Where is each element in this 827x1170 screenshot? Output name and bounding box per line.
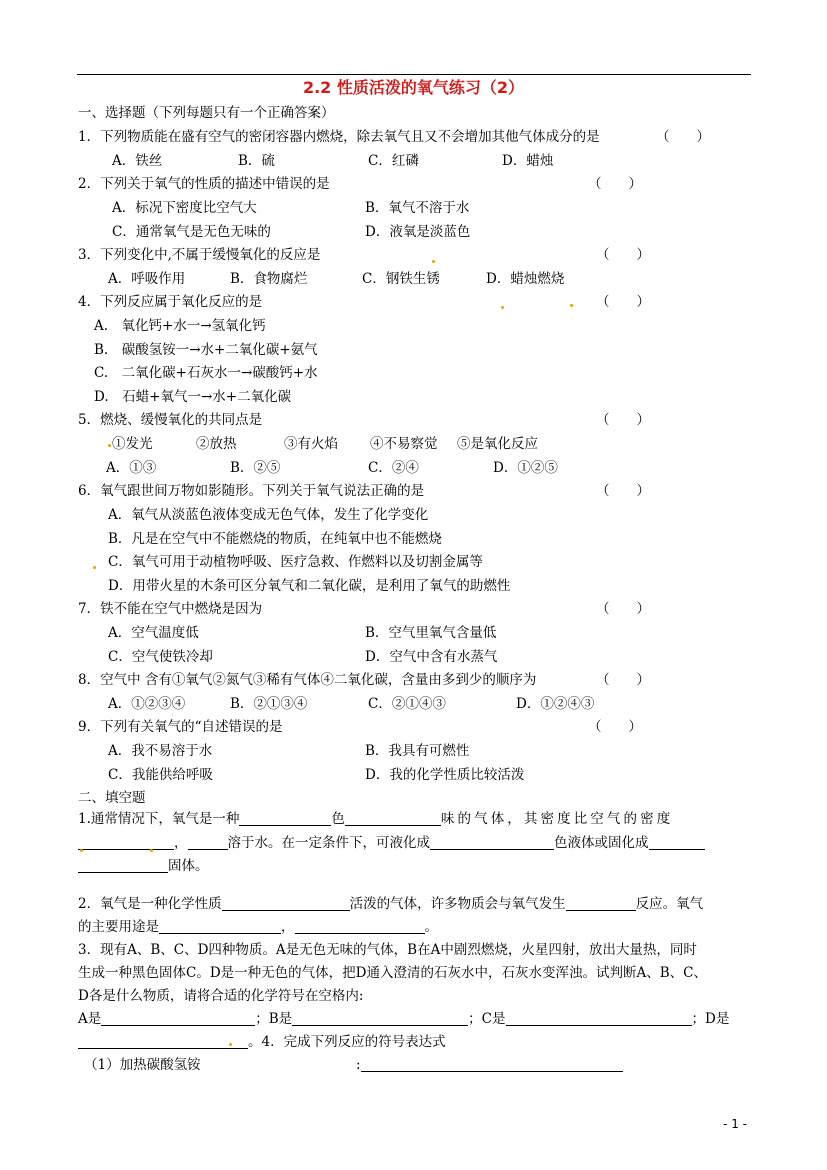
- question-3-answer-paren: （ ）: [596, 247, 650, 263]
- fill-3-label-d: ；D是: [691, 1011, 730, 1027]
- fill-3-label-b: ；B是: [255, 1011, 293, 1027]
- fill-2-line-2: [78, 918, 438, 936]
- fill-1-text-2: 色: [331, 811, 345, 827]
- stray-dot: [150, 849, 153, 852]
- fill-4-item-1-answer: [356, 1056, 623, 1074]
- question-3-stem: 3．下列变化中,不属于缓慢氧化的反应是: [78, 247, 321, 263]
- q5-item-5: ⑤是氧化反应: [457, 436, 538, 452]
- q5-option-a: A．①③: [106, 460, 157, 476]
- q4-option-b: B. 碳酸氢铵一→水+二氧化碳+氨气: [94, 342, 318, 358]
- fill-3-line-4: [78, 1010, 729, 1028]
- question-6-answer-paren: （ ）: [596, 483, 650, 499]
- q7-option-c: C．空气使铁冷却: [108, 649, 213, 665]
- question-6-stem: 6．氧气跟世间万物如影随形。下列关于氧气说法正确的是: [78, 483, 425, 499]
- fill-3-blank-b[interactable]: [292, 1011, 468, 1026]
- page-number: - 1 -: [723, 1117, 747, 1131]
- fill-3-tail: 。4．完成下列反应的符号表达式: [248, 1034, 446, 1050]
- question-8-stem: 8．空气中 含有①氧气②氮气③稀有气体④二氧化碳，含量由多到少的顺序为: [78, 672, 537, 688]
- fill-1-line-1: [78, 810, 673, 828]
- q2-option-a: A．标况下密度比空气大: [112, 200, 257, 216]
- page-title: 2.2 性质活泼的氧气练习（2）: [302, 78, 525, 97]
- q9-option-d: D．我的化学性质比较活泼: [365, 767, 525, 783]
- fill-2-blank-use-2[interactable]: [295, 919, 425, 934]
- q4-option-a: A. 氧化钙+水一→氢氧化钙: [94, 318, 266, 334]
- question-4-stem: 4．下列反应属于氧化反应的是: [78, 294, 263, 310]
- fill-3-line-2: 生成一种黑色固体C。D是一种无色的气体，把D通入澄清的石灰水中，石灰水变浑浊。试判断A、B、C、: [78, 965, 707, 981]
- q3-option-a: A．呼吸作用: [108, 271, 186, 287]
- fill-3-blank-d[interactable]: [78, 1034, 248, 1049]
- fill-1-text-5: 溶于水。在一定条件下，可液化成: [227, 835, 430, 851]
- stray-dot: [570, 304, 573, 307]
- fill-4-item-1: （1）加热碳酸氢铵: [84, 1057, 201, 1073]
- fill-2-text-5: ，: [281, 919, 295, 935]
- q5-option-d: D．①②⑤: [493, 460, 558, 476]
- q2-option-c: C．通常氧气是无色无味的: [112, 224, 271, 240]
- fill-1-text-7: 固体。: [168, 858, 209, 874]
- fill-3-label-a: A是: [78, 1011, 102, 1027]
- q6-option-d: D．用带火星的木条可区分氧气和二氧化碳，是利用了氧气的助燃性: [108, 578, 511, 594]
- q4-option-c: C. 二氧化碳+石灰水一→碳酸钙+水: [94, 365, 318, 381]
- stray-dot: [93, 566, 96, 569]
- fill-1-text-1: 1.通常情况下，氧气是一种: [78, 811, 240, 827]
- question-7-stem: 7．铁不能在空气中燃烧是因为: [78, 601, 263, 617]
- fill-1-blank-color[interactable]: [239, 811, 331, 826]
- question-1-answer-paren: （ ）: [656, 129, 710, 145]
- question-2-answer-paren: （ ）: [588, 176, 642, 192]
- fill-4-colon: :: [356, 1057, 361, 1073]
- stray-dot: [501, 306, 504, 309]
- q4-option-d: D. 石蜡+氧气一→水+二氧化碳: [94, 389, 292, 405]
- fill-1-blank-solubility[interactable]: [188, 835, 228, 850]
- q6-option-b: B．凡是在空气中不能燃烧的物质，在纯氧中也不能燃烧: [108, 531, 442, 547]
- fill-1-text-6: 色液体或固化成: [554, 835, 649, 851]
- fill-2-text-6: 。: [424, 919, 438, 935]
- fill-1-blank-solid-color[interactable]: [649, 835, 705, 850]
- stray-dot: [432, 260, 435, 263]
- q3-option-b: B．食物腐烂: [230, 271, 308, 287]
- fill-3-line-3: D各是什么物质，请将合适的化学符号在空格内:: [78, 988, 364, 1004]
- q1-option-c: C．红磷: [368, 153, 419, 169]
- q5-option-b: B．②⑤: [230, 460, 281, 476]
- q9-option-c: C．我能供给呼吸: [108, 767, 213, 783]
- fill-3-line-1: 3．现有A、B、C、D四种物质。A是无色无味的气体，B在A中剧烈燃烧，火星四射，放出大量热，同时: [78, 942, 697, 958]
- q3-option-d: D．蜡烛燃烧: [486, 271, 565, 287]
- fill-4-blank-equation-1[interactable]: [361, 1057, 623, 1072]
- q5-item-4: ④不易察觉: [370, 436, 438, 452]
- q5-item-2: ②放热: [196, 436, 237, 452]
- q7-option-b: B．空气里氧气含量低: [365, 625, 497, 641]
- question-9-answer-paren: （ ）: [588, 719, 642, 735]
- q9-option-a: A．我不易溶于水: [108, 743, 213, 759]
- stray-dot: [108, 444, 111, 447]
- fill-1-blank-solid-color-cont[interactable]: [78, 858, 168, 873]
- q5-option-c: C．②④: [368, 460, 419, 476]
- q7-option-a: A．空气温度低: [108, 625, 199, 641]
- fill-3-label-c: ；C是: [468, 1011, 506, 1027]
- fill-2-blank-use-1[interactable]: [159, 919, 281, 934]
- q5-item-3: ③有火焰: [284, 436, 338, 452]
- fill-2-text-1: 2．氧气是一种化学性质: [78, 896, 222, 912]
- question-2-stem: 2．下列关于氧气的性质的描述中错误的是: [78, 176, 330, 192]
- q9-option-b: B．我具有可燃性: [365, 743, 470, 759]
- q5-item-1: ①发光: [112, 436, 153, 452]
- fill-3-line-5: [78, 1033, 446, 1051]
- q2-option-b: B．氧气不溶于水: [365, 200, 470, 216]
- question-9-stem: 9．下列有关氧气的“自述错误的是: [78, 719, 283, 735]
- q1-option-b: B．硫: [238, 153, 275, 169]
- fill-1-blank-density[interactable]: [78, 835, 174, 850]
- fill-1-blank-smell[interactable]: [345, 811, 441, 826]
- q8-option-a: A．①②③④: [108, 696, 186, 712]
- fill-2-text-4: 的主要用途是: [78, 919, 159, 935]
- question-7-answer-paren: （ ）: [596, 601, 650, 617]
- q6-option-c: C．氧气可用于动植物呼吸、医疗急救、作燃料以及切割金属等: [108, 554, 483, 570]
- q3-option-c: C．钢铁生锈: [362, 271, 440, 287]
- q6-option-a: A．氧气从淡蓝色液体变成无色气体，发生了化学变化: [108, 507, 429, 523]
- fill-1-line-3: [78, 857, 209, 875]
- fill-1-text-3: 味的气体，其密度比空气的密度: [440, 811, 674, 827]
- fill-1-text-4: ，: [174, 835, 188, 851]
- fill-1-blank-liquid-color[interactable]: [430, 835, 554, 850]
- fill-2-line-1: [78, 895, 703, 913]
- fill-2-text-2: 活泼的气体，许多物质会与氧气发生: [349, 896, 566, 912]
- section-choice-heading: 一、选择题（下列每题只有一个正确答案）: [78, 105, 335, 121]
- stray-dot: [229, 1043, 232, 1046]
- fill-2-blank-reaction[interactable]: [566, 896, 636, 911]
- q8-option-c: C．②①④③: [368, 696, 446, 712]
- fill-2-blank-property[interactable]: [222, 896, 350, 911]
- q7-option-d: D．空气中含有水蒸气: [365, 649, 498, 665]
- question-4-answer-paren: （ ）: [596, 294, 650, 310]
- question-5-answer-paren: （ ）: [596, 412, 650, 428]
- question-8-answer-paren: （ ）: [596, 672, 650, 688]
- fill-2-text-3: 反应。氧气: [635, 896, 704, 912]
- fill-3-blank-a[interactable]: [101, 1011, 255, 1026]
- fill-3-blank-c[interactable]: [506, 1011, 692, 1026]
- stray-dot: [80, 849, 83, 852]
- q1-option-a: A．铁丝: [112, 153, 163, 169]
- header-rule: [77, 74, 751, 75]
- question-5-stem: 5．燃烧、缓慢氧化的共同点是: [78, 412, 263, 428]
- section-fill-heading: 二、填空题: [78, 790, 146, 806]
- q8-option-d: D．①②④③: [516, 696, 595, 712]
- question-1-stem: 1．下列物质能在盛有空气的密闭容器内燃烧，除去氧气且又不会增加其他气体成分的是: [78, 129, 600, 145]
- fill-1-line-2: [78, 834, 705, 852]
- q2-option-d: D．液氧是淡蓝色: [365, 224, 471, 240]
- q8-option-b: B．②①③④: [230, 696, 308, 712]
- q1-option-d: D．蜡烛: [502, 153, 554, 169]
